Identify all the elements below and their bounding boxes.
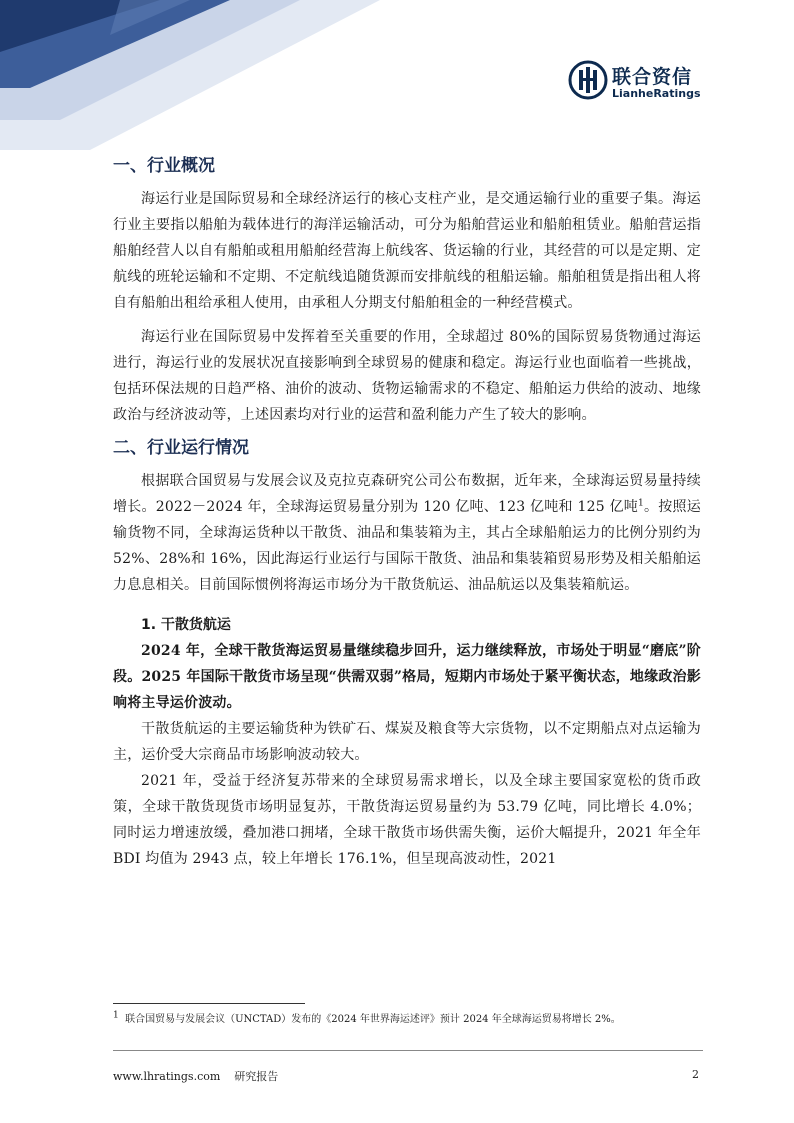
logo-english-name: LianheRatings [612,87,701,100]
footnote-reference[interactable]: 1 [638,498,644,509]
company-logo [568,60,718,104]
logo-chinese-name: 联合资信 [612,66,693,88]
paragraph-industry-definition: 海运行业是国际贸易和全球经济运行的核心支柱产业，是交通运输行业的重要子集。海运行业主要指以船舶为载体进行的海洋运输活动，可分为船舶营运业和船舶租赁业。船舶营运指船舶经营人以自有船舶或租用船舶经营海上航线客、货运输的行业，其经营的可以是定期、定航线的班轮运输和不定期、不定航线追随货源而安排航线的租船运输。船舶租赁是指出租人将自有船舶出租给承租人使用，由承租人分期支付船舶租金的一种经营模式。 [113,191,701,311]
footer-website-link[interactable]: www.lhratings.com [113,1070,221,1083]
trade-volume-text-continued: 。按照运输货物不同，全球海运货种以干散货、油品和集装箱为主，其占全球船舶运力的比例分别约为 52%、28%和 16%，因此海运行业运行与国际干散货、油品和集装箱贸易形势及相关船舶运力息息相关。目前国际惯例将海运市场分为干散货航运、油品航运以及集装箱航运。 [113,499,701,593]
section-heading-industry-overview: 一、行业概况 [113,156,215,176]
footer-divider [113,1050,703,1051]
paragraph-dry-bulk-cargo: 干散货航运的主要运输货种为铁矿石、煤炭及粮食等大宗货物，以不定期船点对点运输为主，运价受大宗商品市场影响波动较大。 [113,721,701,763]
paragraph-trade-volume [113,468,701,598]
footnote-divider [113,1003,305,1004]
page-number: 2 [692,1068,699,1081]
footer-report-type: 研究报告 [234,1070,279,1083]
footnote-text: 联合国贸易与发展会议（UNCTAD）发布的《2024 年世界海运述评》预计 2024 年全球海运贸易将增长 2%。 [125,1014,621,1025]
subsection-heading-dry-bulk: 1. 干散货航运 [141,617,231,633]
paragraph-industry-importance: 海运行业在国际贸易中发挥着至关重要的作用，全球超过 80%的国际贸易货物通过海运进行，海运行业的发展状况直接影响到全球贸易的健康和稳定。海运行业也面临着一些挑战，包括环保法规的日趋严格、油价的波动、货物运输需求的不稳定、船舶运力供给的波动、地缘政治与经济波动等，上述因素均对行业的运营和盈利能力产生了较大的影响。 [113,329,701,423]
section-heading-industry-operation: 二、行业运行情况 [113,438,249,458]
paragraph-dry-bulk-summary: 2024 年，全球干散货海运贸易量继续稳步回升，运力继续释放，市场处于明显“磨底”阶段。2025 年国际干散货市场呈现“供需双弱”格局，短期内市场处于紧平衡状态，地缘政治影响将主导运价波动。 [113,643,701,711]
footnote-marker: 1 [113,1010,119,1021]
lianhe-logo-icon [568,60,608,100]
trade-volume-text: 根据联合国贸易与发展会议及克拉克森研究公司公布数据，近年来，全球海运贸易量持续增长。2022－2024 年，全球海运贸易量分别为 120 亿吨、123 亿吨和 125 亿吨 [113,473,701,515]
footer-info [113,1068,278,1084]
report-body [113,150,701,872]
footnote [113,1012,713,1028]
paragraph-dry-bulk-2021: 2021 年，受益于经济复苏带来的全球贸易需求增长，以及全球主要国家宽松的货币政策，全球干散货现货市场明显复苏，干散货海运贸易量约为 53.79 亿吨，同比增长 4.0%；同时运力增速放缓，叠加港口拥堵，全球干散货市场供需失衡，运价大幅提升，2021 年全年 BDI 均值为 2943 点，较上年增长 176.1%，但呈现高波动性，2021 [113,773,701,867]
